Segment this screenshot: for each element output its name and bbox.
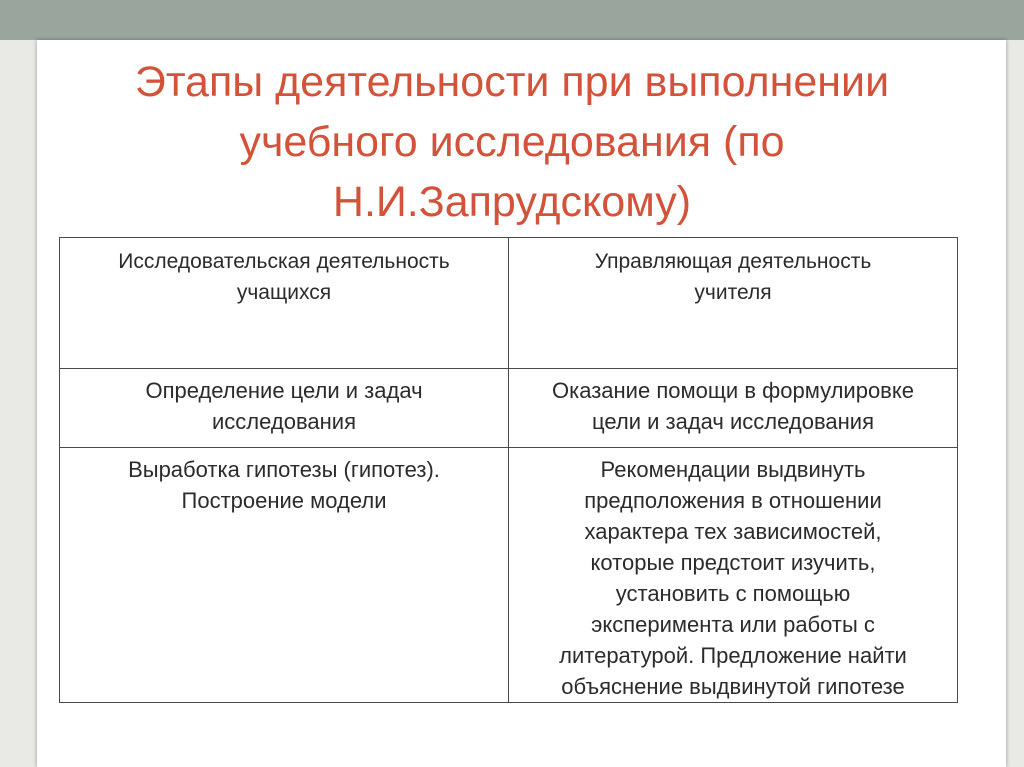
cell-line: Построение модели — [181, 488, 387, 513]
title-line: Этапы деятельности при выполнении — [134, 58, 890, 106]
stages-table — [59, 237, 958, 703]
header-cell-teacher — [509, 238, 958, 369]
title-line: Н.И.Запрудскому) — [332, 178, 692, 226]
top-accent-bar — [0, 0, 1024, 40]
cell-line: объяснение выдвинутой гипотезе — [561, 674, 905, 699]
slide-title — [40, 52, 984, 232]
table-row — [60, 448, 958, 703]
cell-line: характера тех зависимостей, — [584, 519, 882, 544]
cell-student — [60, 448, 509, 703]
cell-line: эксперимента или работы с — [591, 612, 875, 637]
table-header-row — [60, 238, 958, 369]
cell-line: Управляющая деятельность — [594, 250, 872, 273]
cell-line: Оказание помощи в формулировке — [552, 378, 914, 403]
cell-line: цели и задач исследования — [592, 409, 874, 434]
cell-line: Выработка гипотезы (гипотез). — [128, 457, 440, 482]
cell-teacher — [509, 369, 958, 448]
cell-line: литературой. Предложение найти — [559, 643, 907, 668]
cell-line: предположения в отношении — [584, 488, 882, 513]
cell-line: Определение цели и задач — [145, 378, 423, 403]
cell-student — [60, 369, 509, 448]
cell-line: установить с помощью — [615, 581, 851, 606]
cell-line: исследования — [212, 409, 356, 434]
table-row — [60, 369, 958, 448]
cell-line: которые предстоит изучить, — [590, 550, 876, 575]
cell-line: Исследовательская деятельность — [118, 250, 450, 273]
header-cell-student — [60, 238, 509, 369]
cell-teacher — [509, 448, 958, 703]
cell-line: учащихся — [236, 281, 332, 304]
cell-line: Рекомендации выдвинуть — [600, 457, 866, 482]
title-line: учебного исследования (по — [239, 118, 785, 166]
cell-line: учителя — [694, 281, 772, 304]
